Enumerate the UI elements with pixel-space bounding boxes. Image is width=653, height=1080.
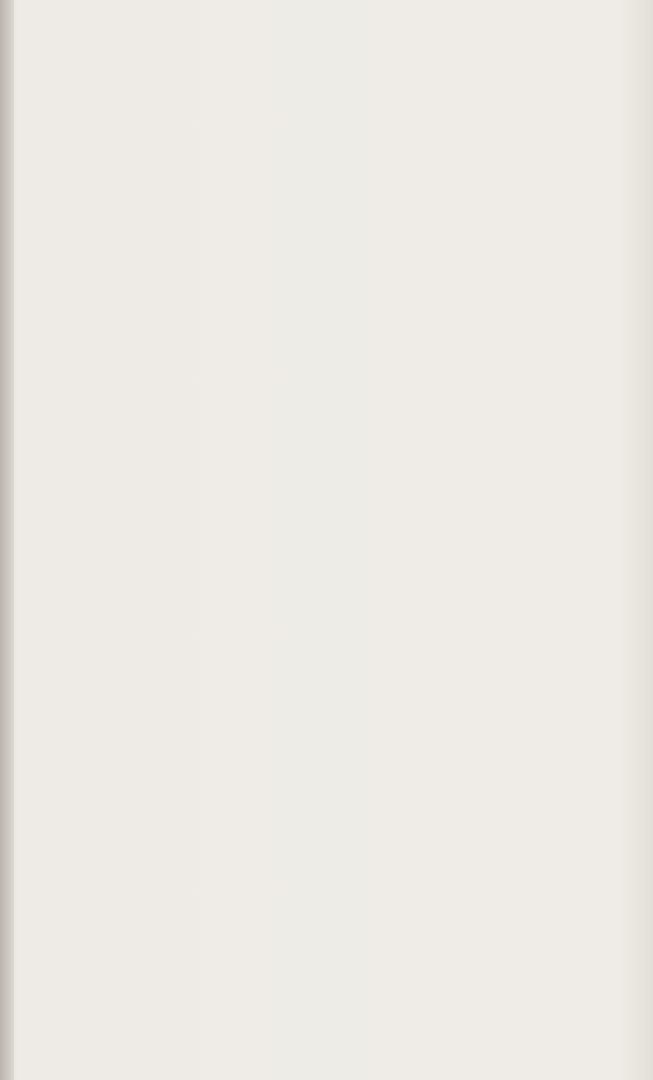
page-content xyxy=(36,140,576,946)
top-border xyxy=(8,96,592,120)
left-border xyxy=(8,122,30,930)
